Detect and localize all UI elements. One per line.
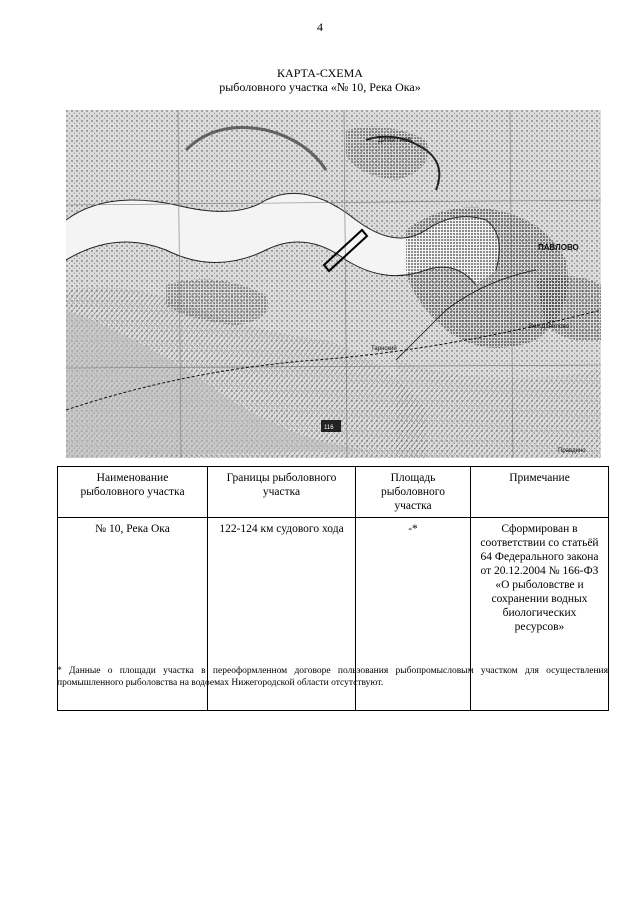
title-line-1: КАРТА-СХЕМА [277,66,363,80]
header-name: Наименование рыболовного участка [58,467,208,518]
map-label-pavlovo: ПАВЛОВО [538,243,579,252]
footnote: * Данные о площади участка в переоформленном договоре пользования рыбопромысловым участком для осуществления промышленного рыболовства на водоемах Нижегородской области отсутствуют. [57,666,608,688]
title-line-2: рыболовного участка «№ 10, Река Ока» [219,80,421,94]
cell-name: № 10, Река Ока [58,518,208,711]
map-label-tarnsky: Тарнский [371,346,397,352]
page-number: 4 [317,20,323,34]
cell-boundaries: 122-124 км судового хода [208,518,356,711]
map-label-marker-116: 116 [324,425,334,431]
map-scheme [66,110,601,458]
page-title [0,66,640,94]
map-label-vol-danilovo: Вол.Данилово [529,324,569,330]
map-label-pravdino: Правдино [558,448,586,454]
map-label-dimitrov: ДИМИТРОВ [378,138,412,144]
header-area: Площадь рыболовного участка [356,467,471,518]
table-header-row [58,467,609,518]
header-boundaries: Границы рыболовного участка [208,467,356,518]
header-note: Примечание [471,467,609,518]
cell-note: Сформирован в соответствии со статьёй 64 Федерального закона от 20.12.2004 № 166-ФЗ «О рыболовстве и сохранении водных биологических ресурсов» [471,518,609,711]
cell-area: -* [356,518,471,711]
